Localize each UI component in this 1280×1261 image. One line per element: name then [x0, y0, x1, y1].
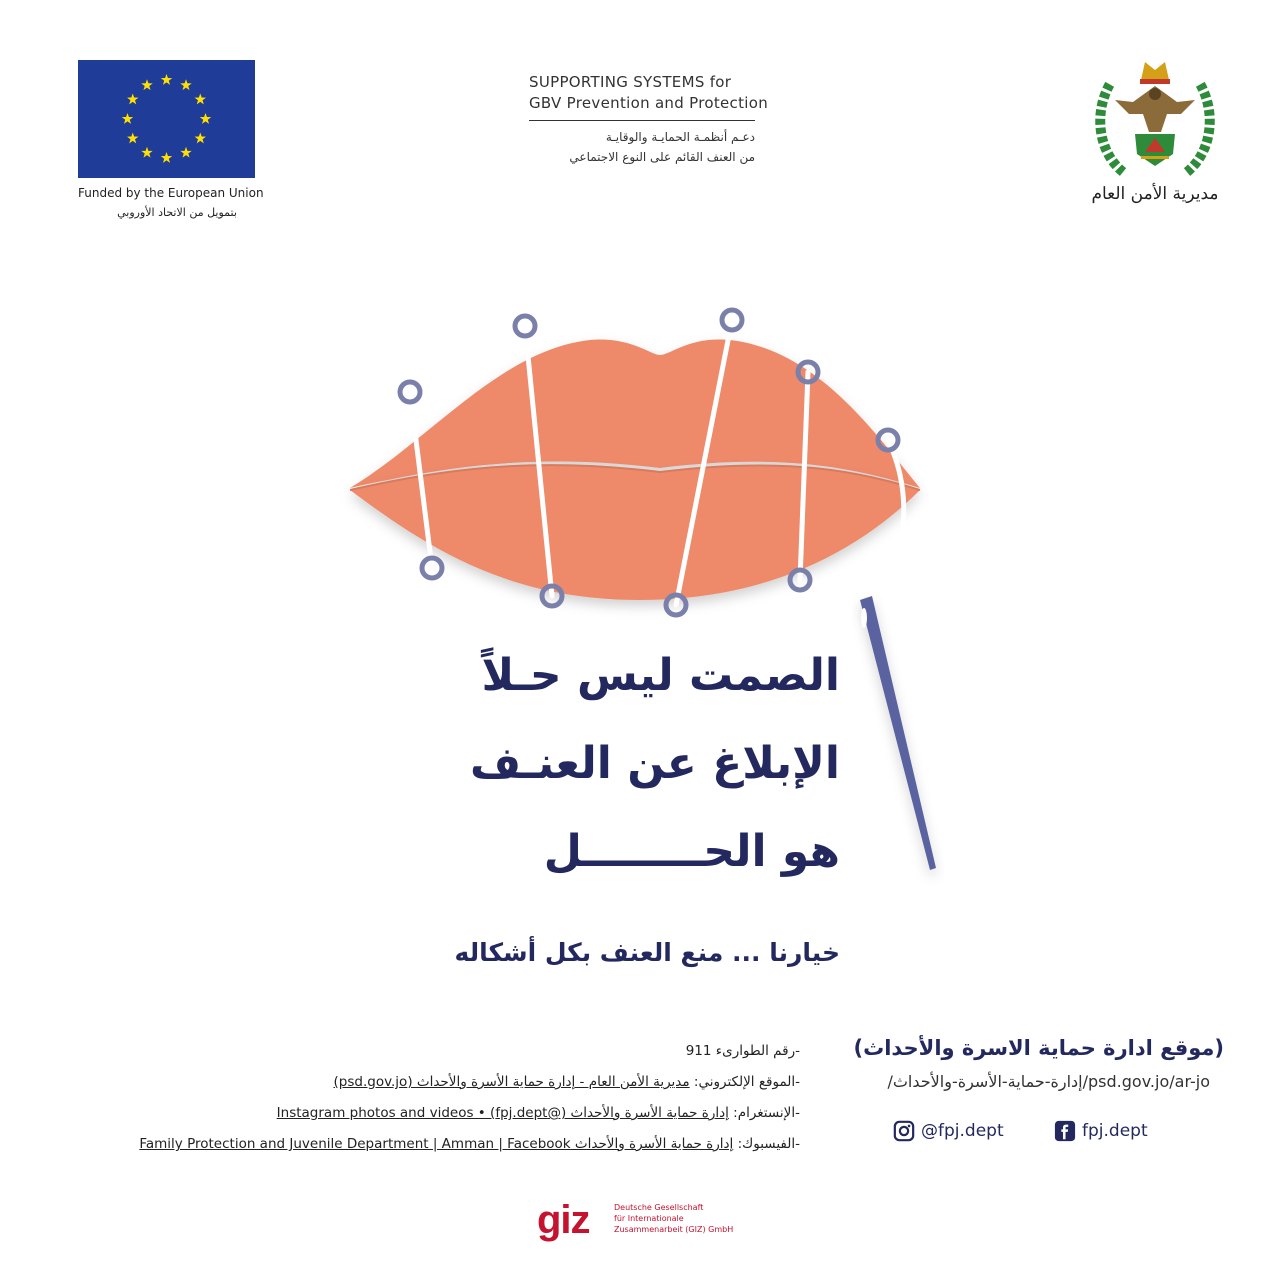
website-line: [0, 1067, 800, 1098]
eu-stars-icon: [78, 60, 255, 178]
website-prefix: -الموقع الإلكتروني:: [689, 1074, 800, 1090]
instagram-icon: [893, 1120, 915, 1142]
ss-en-line1: SUPPORTING SYSTEMS for: [529, 73, 732, 91]
facebook-line: [0, 1129, 800, 1160]
contact-list: [0, 1036, 800, 1160]
eu-funded-ar: بتمويل من الاتحاد الأوروبي: [117, 206, 237, 219]
site-url[interactable]: psd.gov.jo/ar-jo/إدارة-حماية-الأسرة-والأحداث/: [887, 1072, 1210, 1091]
eu-flag-logo: [78, 60, 255, 178]
psd-emblem-icon: [1093, 52, 1217, 182]
facebook-handle: fpj.dept: [1082, 1121, 1148, 1141]
ss-ar-line2: من العنف القائم على النوع الاجتماعي: [569, 150, 755, 164]
instagram-handle-link[interactable]: [893, 1118, 1004, 1144]
site-title: (موقع ادارة حماية الاسرة والأحداث): [853, 1036, 1224, 1060]
emergency-line: -رقم الطوارىء 911: [685, 1043, 800, 1059]
headline-line3: هو الحــــــــل: [543, 826, 840, 877]
instagram-handle: @fpj.dept: [921, 1121, 1004, 1141]
ss-ar-line1: دعـم أنظمـة الحمايـة والوقايـة: [605, 130, 755, 144]
headline-line2: الإبلاغ عن العنـف: [470, 738, 840, 789]
facebook-prefix: -الفيسبوك:: [733, 1136, 800, 1152]
ss-en-line2: GBV Prevention and Protection: [529, 94, 769, 112]
psd-name-ar: مديرية الأمن العام: [1091, 184, 1219, 204]
headline: [240, 632, 840, 896]
instagram-line: [0, 1098, 800, 1129]
upper-lip: [350, 339, 920, 488]
eu-funded-en: Funded by the European Union: [78, 186, 264, 200]
facebook-icon: [1054, 1120, 1076, 1142]
headline-line1: الصمت ليس حـلاً: [481, 650, 840, 701]
tagline: خيارنا ... منع العنف بكل أشكاله: [454, 938, 840, 967]
giz-fullname: [614, 1202, 733, 1235]
giz-logo: giz: [537, 1198, 590, 1242]
giz-line3: Zusammenarbeit (GIZ) GmbH: [614, 1225, 734, 1234]
website-link[interactable]: مديرية الأمن العام - إدارة حماية الأسرة والأحداث (psd.gov.jo): [333, 1074, 690, 1090]
supporting-systems-logo: [529, 72, 769, 167]
giz-line1: Deutsche Gesellschaft: [614, 1203, 704, 1212]
instagram-prefix: -الإنستغرام:: [728, 1105, 800, 1121]
giz-line2: für Internationale: [614, 1214, 684, 1223]
needle: [860, 596, 936, 870]
facebook-handle-link[interactable]: [1054, 1118, 1148, 1144]
ss-divider: [529, 120, 755, 121]
instagram-link[interactable]: إدارة حماية الأسرة والأحداث (@fpj.dept) • Instagram photos and videos: [276, 1105, 729, 1121]
facebook-link[interactable]: إدارة حماية الأسرة والأحداث Family Protection and Juvenile Department | Amman | Facebook: [139, 1136, 734, 1152]
